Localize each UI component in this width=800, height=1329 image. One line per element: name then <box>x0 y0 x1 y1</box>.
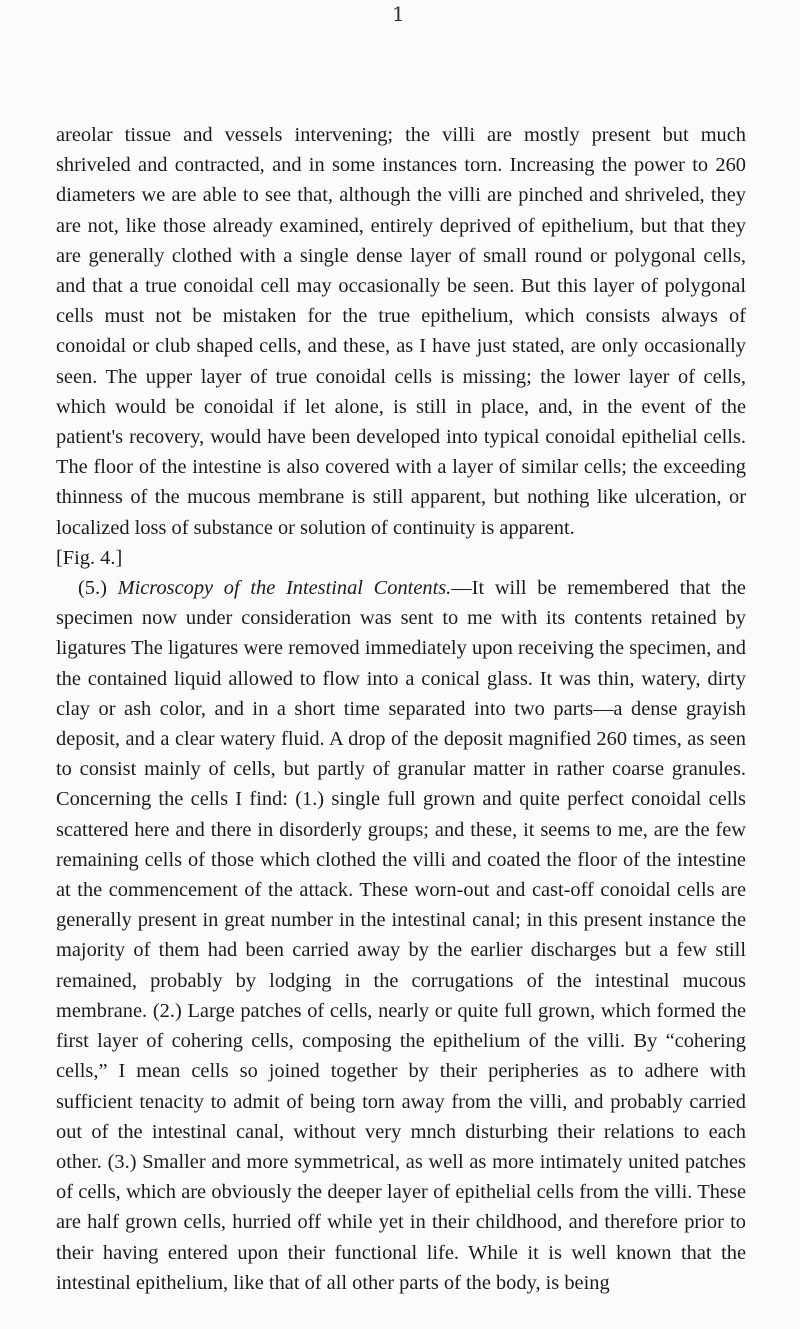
paragraph-1-text: areolar tissue and vessels intervening; the villi are mostly present but much shriveled and contracted, and in some instances torn. Increasing the power to 260 diameters we are able to see that, although the villi are pinched and shriveled, they are not, like those already examined, entirely deprived of epithelium, but that they are generally clothed with a single dense layer of small round or polygonal cells, and that a true conoidal cell may occasionally be seen. But this layer of polygonal cells must not be mistaken for the true epithelium, which consists always of conoidal or club shaped cells, and these, as I have just stated, are only occasionally seen. The upper layer of true conoidal cells is missing; the lower layer of cells, which would be conoidal if let alone, is still in place, and, in the event of the patient's recovery, would have been developed into typical conoidal epithelial cells. The floor of the intestine is also covered with a layer of similar cells; the exceeding thinness of the mucous membrane is still apparent, but nothing like ulceration, or localized loss of substance or solution of continuity is apparent. <box>56 124 746 539</box>
paragraph-1 <box>56 120 746 573</box>
paragraph-2-text: —It will be remembered that the specimen now under consideration was sent to me with its contents retained by ligatures The ligatures were removed immediately upon receiving the specimen, and the contained liquid allowed to flow into a conical glass. It was thin, watery, dirty clay or ash color, and in a short time separated into two parts—a dense grayish deposit, and a clear watery fluid. A drop of the deposit magnified 260 times, as seen to consist mainly of cells, but partly of granular matter in rather coarse granules. Concerning the cells I find: (1.) single full grown and quite perfect conoidal cells scattered here and there in disorderly groups; and these, it seems to me, are the few remaining cells of those which clothed the villi and coated the floor of the intestine at the commencement of the attack. These worn-out and cast-off conoidal cells are generally present in great number in the intestinal canal; in this present instance the majority of them had been carried away by the earlier discharges but a few still remained, probably by lodging in the corrugations of the intestinal mucous membrane. (2.) Large patches of cells, nearly or quite full grown, which formed the first layer of cohering cells, composing the epithelium of the villi. By “cohering cells,” I mean cells so joined together by their peripheries as to adhere with sufficient tenacity to admit of being torn away from the villi, and probably carried out of the intestinal canal, without very mnch disturbing their relations to each other. (3.) Smaller and more symmetrical, as well as more intimately united patches of cells, which are obviously the deeper layer of epithelial cells from the villi. These are half grown cells, hurried off while yet in their childhood, and therefore prior to their having entered upon their functional life. While it is well known that the intestinal epithelium, like that of all other parts of the body, is being <box>56 577 746 1294</box>
paragraph-2-number: (5.) <box>78 577 118 600</box>
paragraph-2 <box>56 573 746 1298</box>
figure-reference: [Fig. 4.] <box>56 546 123 569</box>
body-text <box>56 120 746 1298</box>
page-mark: 1 <box>392 2 405 26</box>
paragraph-2-heading: Microscopy of the Intestinal Contents. <box>117 577 452 600</box>
